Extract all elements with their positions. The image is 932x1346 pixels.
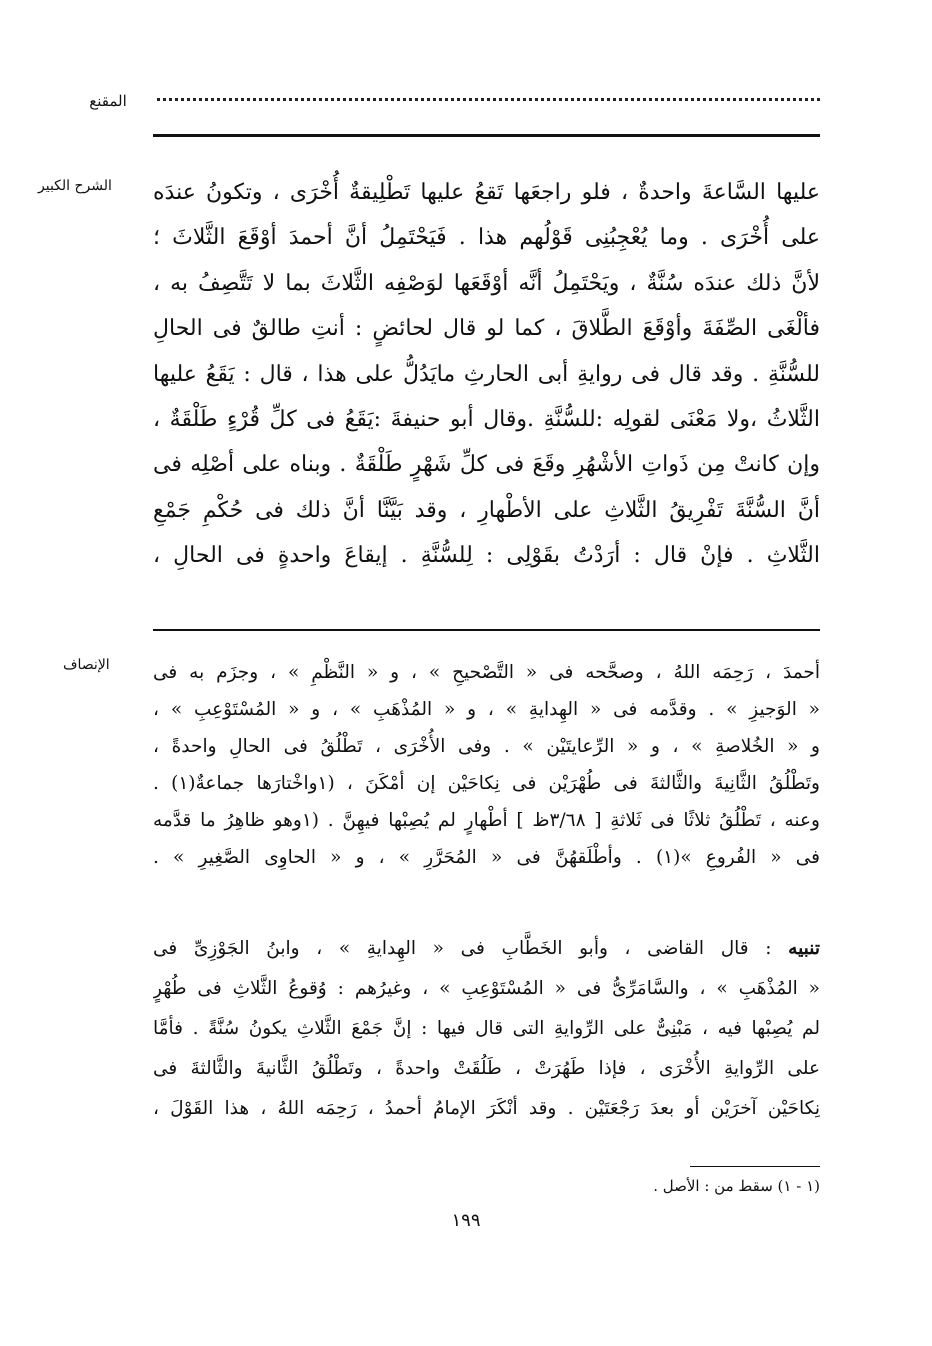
sharh-line: لأنَّ ذلك عندَه سُنَّةٌ ، ويَحْتَمِلُ أنَّه أوْقَعَها لوَصْفِه الثَّلاثَ بما لا تَتَّصِفُ به ، xyxy=(153,270,820,296)
tanbih-line: على الرِّوايةِ الأُخْرَى ، فإذا طَهُرَتْ ، طَلُقَتْ واحدةً ، وتَطْلُقُ الثَّانيةَ والثَّالثةَ فى xyxy=(153,1058,820,1079)
header-rule xyxy=(153,134,820,137)
dotted-header-rule xyxy=(157,98,820,101)
page-number: ١٩٩ xyxy=(451,1210,481,1231)
tanbih-line: لم يُصِبْها فيه ، مَبْنِىٌّ على الرِّوايةِ التى قال فيها : إنَّ جَمْعَ الثَّلاثِ يكونُ سُنَّةً . فأمَّا xyxy=(153,1018,820,1039)
insaf-line: فى « الفُروعِ »(١) . وأطْلَقهُنَّ فى « المُحَرَّرِ » ، و « الحاوِى الصَّغِيرِ » . xyxy=(153,847,820,868)
section-divider xyxy=(153,629,820,631)
sharh-line: أنَّ السُّنَّةَ تَفْرِيقُ الثَّلاثِ على الأطْهارِ ، وقد بَيَّنَّا أنَّ ذلك فى حُكْمِ جَمْعِ xyxy=(153,497,820,523)
sharh-line: الثَّلاثِ . فإنْ قال : أرَدْتُ بقَوْلِى : لِلسُّنَّةِ . إيقاعَ واحدةٍ فى الحالِ ، xyxy=(153,543,820,569)
tanbih-text-block xyxy=(153,929,820,1129)
tanbih-line: « المُذْهَبِ » ، والسَّامَرِّىُّ فى « المُسْتَوْعِبِ » ، وغيرُهم : وُقوعُ الثَّلاثِ فى طُهْرٍ xyxy=(153,978,820,999)
footnote: (١ - ١) سقط من : الأصل . xyxy=(653,1177,820,1195)
sharh-text-block xyxy=(153,170,820,579)
side-label-sharh: الشرح الكبير xyxy=(38,178,112,194)
sharh-line: فألْغَى الصِّفَةَ وأوْقَعَ الطَّلاقَ ، كما لو قال لحائضٍ : أنتِ طالقٌ فى الحالِ xyxy=(153,316,820,342)
footnote-rule xyxy=(690,1166,820,1167)
insaf-line: « الوَجيزِ » . وقدَّمه فى « الهِدايةِ » ، و « المُذْهَبِ » ، و « المُسْتَوْعِبِ » ، xyxy=(153,699,820,720)
tanbih-line-text: : قال القاضى ، وأبو الخَطَّابِ فى « الهِدايةِ » ، وابنُ الجَوْزِىِّ فى xyxy=(153,938,772,959)
insaf-line: وعنه ، تَطْلُقُ ثلاثًا فى ثَلاثةِ [ ٣/٦٨ظ ] أطْهارٍ لم يُصِبْها فيهِنَّ . (١وهو ظاهِرُ ما قدَّمه xyxy=(153,810,820,831)
tanbih-line xyxy=(153,929,820,969)
side-label-insaf: الإنصاف xyxy=(63,657,110,673)
insaf-text-block xyxy=(153,654,820,876)
sharh-line: على أُخْرَى . وما يُعْجِبُنِى قَوْلُهم هذا . فَيَحْتَمِلُ أنَّ أحمدَ أوْقَعَ الثَّلاثَ ؛ xyxy=(153,225,820,251)
sharh-line: للسُّنَّةِ . وقد قال فى روايةِ أبى الحارثِ مايَدُلُّ على هذا ، قال : يَقَعُ عليها xyxy=(153,361,820,387)
insaf-line: و « الخُلاصةِ » ، و « الرِّعايتَيْن » . وفى الأُخْرَى ، تَطْلُقُ فى الحالِ واحدةً ، xyxy=(153,736,820,757)
tanbih-line: نِكاحَيْن آخرَيْن أو بعدَ رَجْعَتَيْن . وقد أنْكَرَ الإمامُ أحمدُ ، رَحِمَه اللهُ ، هذا القَوْلَ ، xyxy=(153,1098,820,1119)
insaf-line: أحمدَ ، رَحِمَه اللهُ ، وصحَّحه فى « التَّصْحيحِ » ، و « النَّظْمِ » ، وجزَم به فى xyxy=(153,662,820,683)
running-title: المقنع xyxy=(89,92,127,110)
sharh-line: وإن كانتْ مِن ذَواتِ الأشْهُرِ وقَعَ فى كلِّ شَهْرٍ طَلْقَةٌ . وبناه على أصْلِه فى xyxy=(153,452,820,478)
tanbih-label: تنبيه xyxy=(788,938,820,959)
sharh-line: الثَّلاثُ ،ولا مَعْنَى لقولِه :للسُّنَّةِ .وقال أبو حنيفةَ :يَقَعُ فى كلِّ قُرْءٍ طَلْقَةٌ ، xyxy=(153,406,820,432)
insaf-line: وتَطْلُقُ الثَّانِيةَ والثَّالثةَ فى طُهْرَيْن فى نِكاحَيْن إن أمْكَنَ ، (١واخْتارَها جماعةٌ(١) . xyxy=(153,773,820,794)
sharh-line: عليها السَّاعةَ واحدةٌ ، فلو راجعَها تَقعُ عليها تَطْلِيقةٌ أُخْرَى ، وتكونُ عندَه xyxy=(153,180,820,205)
